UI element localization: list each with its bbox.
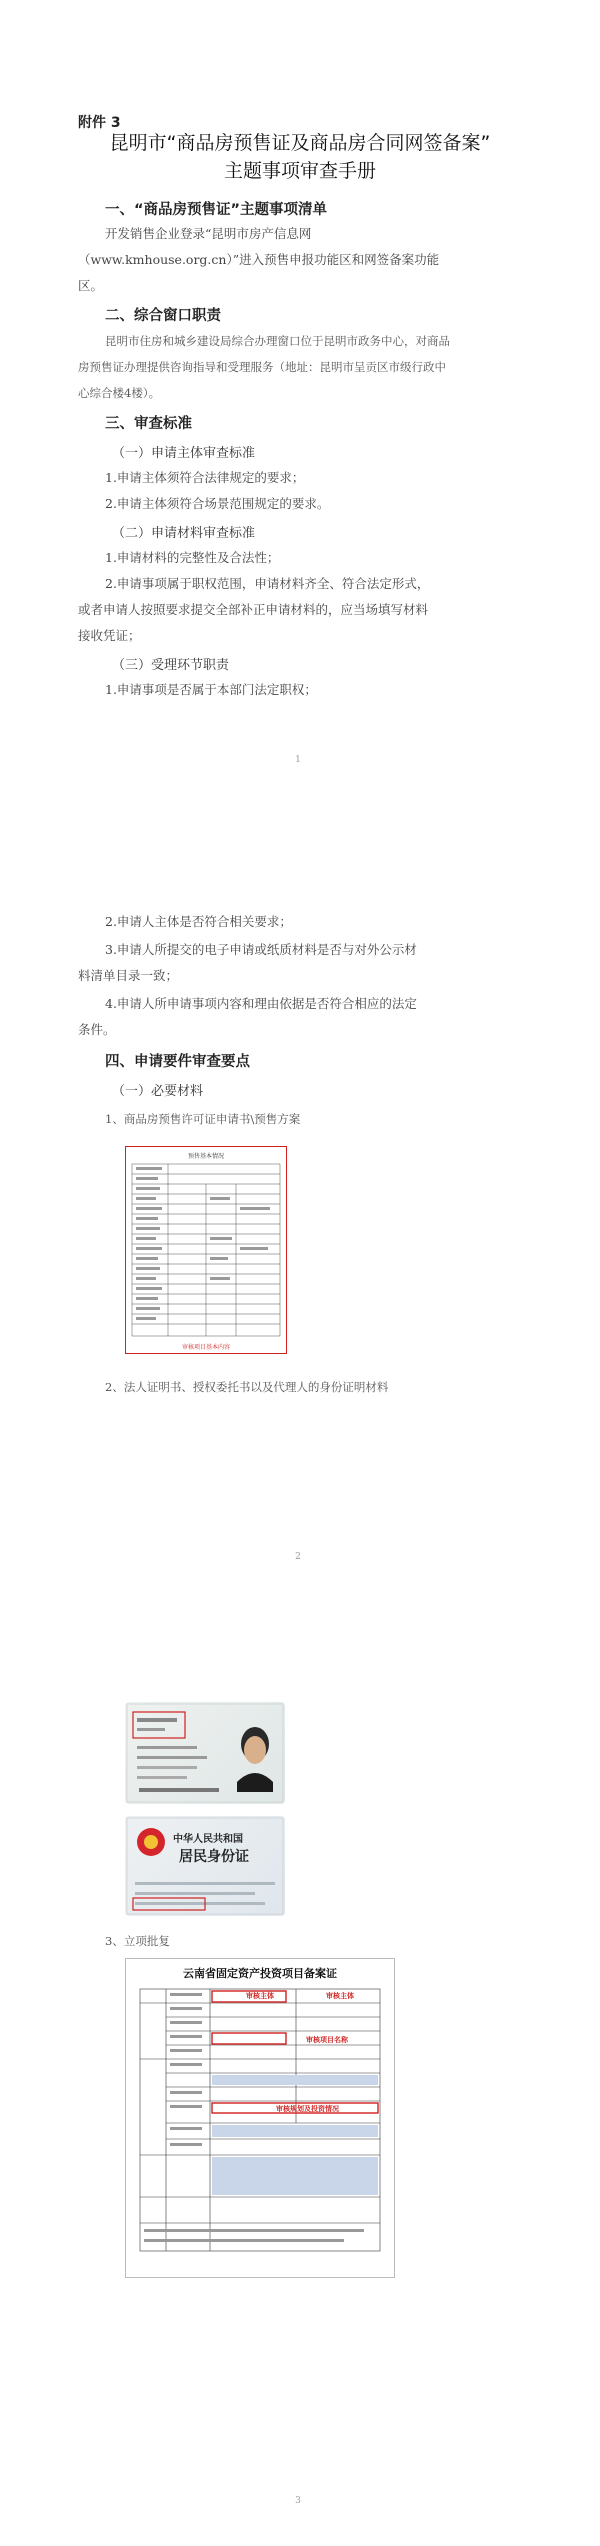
presale-form-title: 预售基本情况: [187, 1153, 224, 1160]
page-number-3: 3: [295, 2496, 301, 2506]
s4-m3: 3、立项批复: [105, 1934, 170, 1948]
id-card-front-image: [125, 1702, 285, 1804]
page-title-line2: 主题事项审查手册: [223, 160, 376, 182]
cont-item4-l2: 条件。: [78, 1022, 116, 1037]
s3-sub2-item1: 1.申请材料的完整性及合法性；: [105, 550, 280, 565]
cont-item2: 2.申请人主体是否符合相关要求；: [105, 914, 292, 929]
s2-line1: 昆明市住房和城乡建设局综合办理窗口位于昆明市政务中心，对商品: [105, 334, 450, 348]
filing-tag-1: 审核主体: [246, 1992, 274, 2000]
s2-line2: 房预售证办理提供咨询指导和受理服务（地址：昆明市呈贡区市级行政中: [78, 360, 446, 374]
id-card-back-image: [125, 1816, 285, 1916]
s2-line3: 心综合楼4楼）。: [78, 386, 161, 400]
s3-sub2-item2-l1: 2.申请事项属于职权范围，申请材料齐全、符合法定形式，: [105, 576, 430, 591]
s3-sub1-item2: 2.申请主体须符合场景范围规定的要求。: [105, 496, 330, 511]
filing-tag-3: 审核项目名称: [306, 2036, 348, 2044]
filing-tag-4: 审核规划及投资情况: [276, 2105, 339, 2113]
page-title-line1: 昆明市“商品房预售证及商品房合同网签备案”: [109, 132, 491, 154]
id-card-front-drawing: [125, 1702, 285, 1804]
id-card-back-line1: 中华人民共和国: [173, 1834, 243, 1845]
filing-tag-2: 审核主体: [326, 1992, 354, 2000]
presale-form-grid: [128, 1162, 284, 1342]
presale-form-caption: 审核项目基本内容: [181, 1344, 230, 1351]
filing-certificate-title: 云南省固定资产投资项目备案证: [183, 1967, 337, 1980]
cont-item4-l1: 4.申请人所申请事项内容和理由依据是否符合相应的法定: [105, 996, 417, 1011]
filing-certificate-image: [125, 1958, 395, 2278]
page-number-2: 2: [295, 1552, 301, 1562]
cont-item3-l1: 3.申请人所提交的电子申请或纸质材料是否与对外公示材: [105, 942, 417, 957]
s4-m1: 1、商品房预售许可证申请书\预售方案: [105, 1112, 301, 1126]
s3-sub1: （一）申请主体审查标准: [112, 446, 256, 461]
section1-heading: 一、“商品房预售证”主题事项清单: [105, 202, 328, 218]
presale-form-image: [125, 1146, 287, 1354]
s1-line2: （www.kmhouse.org.cn）”进入预售申报功能区和网签备案功能: [78, 252, 440, 267]
s3-sub3: （三）受理环节职责: [112, 658, 230, 673]
s1-line1: 开发销售企业登录“昆明市房产信息网: [105, 226, 312, 241]
s4-m2: 2、法人证明书、授权委托书以及代理人的身份证明材料: [105, 1380, 389, 1394]
cont-item3-l2: 料清单目录一致；: [78, 968, 179, 983]
s3-sub2-item2-l2: 或者申请人按照要求提交全部补正申请材料的，应当场填写材料: [78, 602, 429, 617]
section2-heading: 二、综合窗口职责: [105, 308, 221, 324]
s3-sub3-item1: 1.申请事项是否属于本部门法定职权；: [105, 682, 317, 697]
filing-certificate-grid: [126, 1983, 394, 2273]
s4-sub1: （一）必要材料: [112, 1084, 204, 1099]
s1-line3: 区。: [78, 278, 104, 293]
s3-sub2: （二）申请材料审查标准: [112, 526, 256, 541]
section4-heading: 四、申请要件审查要点: [105, 1054, 250, 1070]
section3-heading: 三、审查标准: [105, 416, 192, 432]
id-card-back-line2: 居民身份证: [179, 1849, 249, 1865]
s3-sub2-item2-l3: 接收凭证；: [78, 628, 141, 643]
s3-sub1-item1: 1.申请主体须符合法律规定的要求；: [105, 470, 305, 485]
page-number-1: 1: [295, 755, 301, 765]
annex-label: 附件 3: [78, 115, 121, 131]
